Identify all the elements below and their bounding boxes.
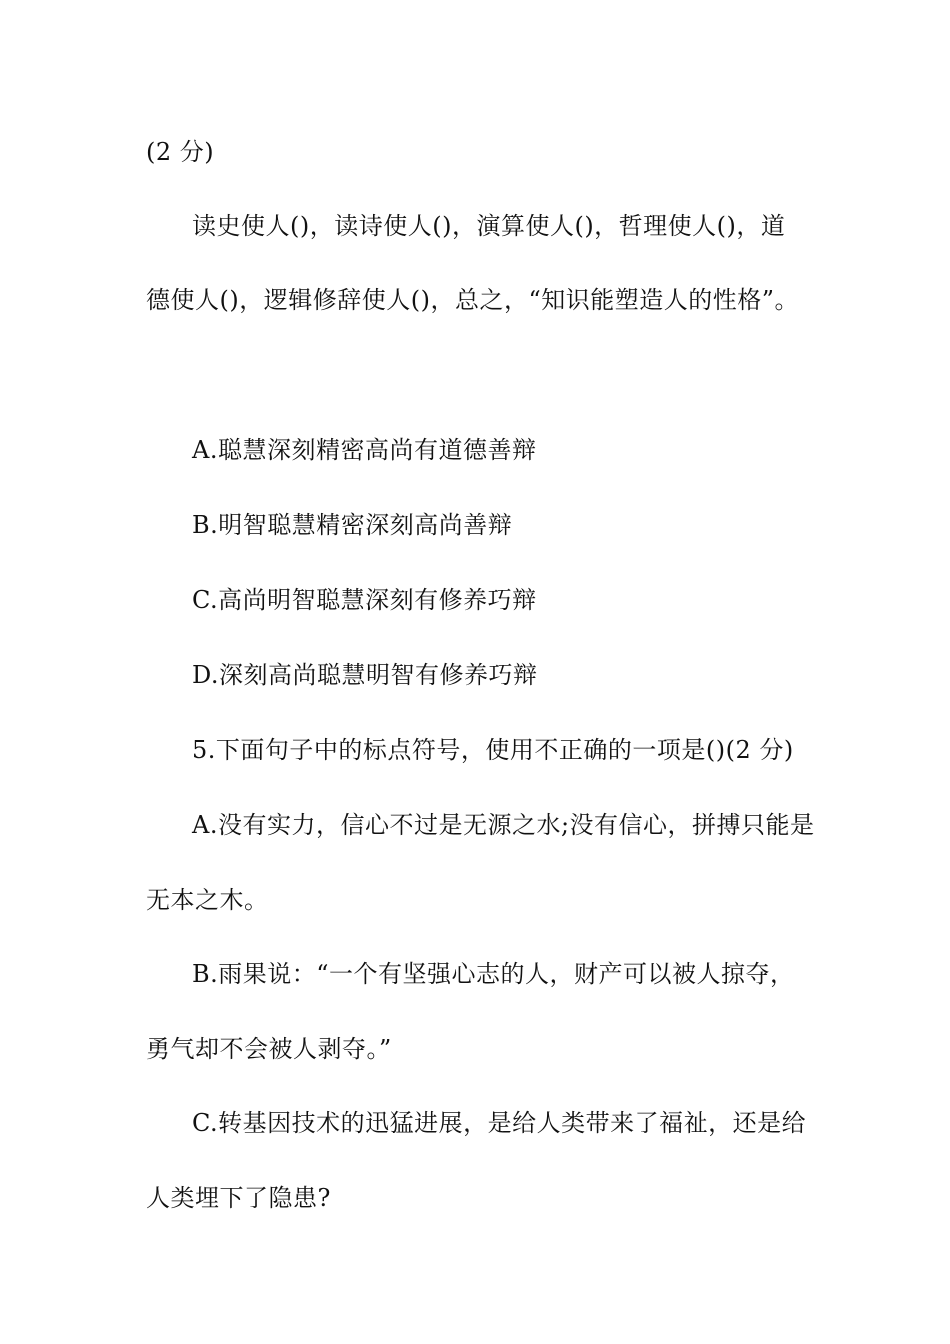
- question-5-title: 5.下面句子中的标点符号，使用不正确的一项是()(2 分): [192, 736, 794, 764]
- q5-option-b-line-2: 勇气却不会被人剥夺。”: [146, 1035, 392, 1063]
- score-note: (2 分): [146, 138, 215, 166]
- q5-option-a-line-1: A.没有实力，信心不过是无源之水;没有信心，拼搏只能是: [192, 811, 815, 839]
- q5-option-a-line-2: 无本之木。: [146, 886, 269, 914]
- option-c: C.高尚明智聪慧深刻有修养巧辩: [192, 586, 537, 614]
- q5-option-c-line-1: C.转基因技术的迅猛进展，是给人类带来了福祉，还是给: [192, 1109, 807, 1137]
- q5-option-b-line-1: B.雨果说：“一个有坚强心志的人，财产可以被人掠夺，: [192, 960, 795, 988]
- option-b: B.明智聪慧精密深刻高尚善辩: [192, 511, 513, 539]
- question-text-line-2: 德使人()，逻辑修辞使人()，总之，“知识能塑造人的性格”。: [146, 286, 799, 314]
- question-text-line-1: 读史使人()，读诗使人()，演算使人()，哲理使人()，道: [192, 212, 786, 240]
- option-a: A.聪慧深刻精密高尚有道德善辩: [192, 436, 537, 464]
- q5-option-c-line-2: 人类埋下了隐患?: [146, 1184, 331, 1212]
- option-d: D.深刻高尚聪慧明智有修养巧辩: [192, 661, 538, 689]
